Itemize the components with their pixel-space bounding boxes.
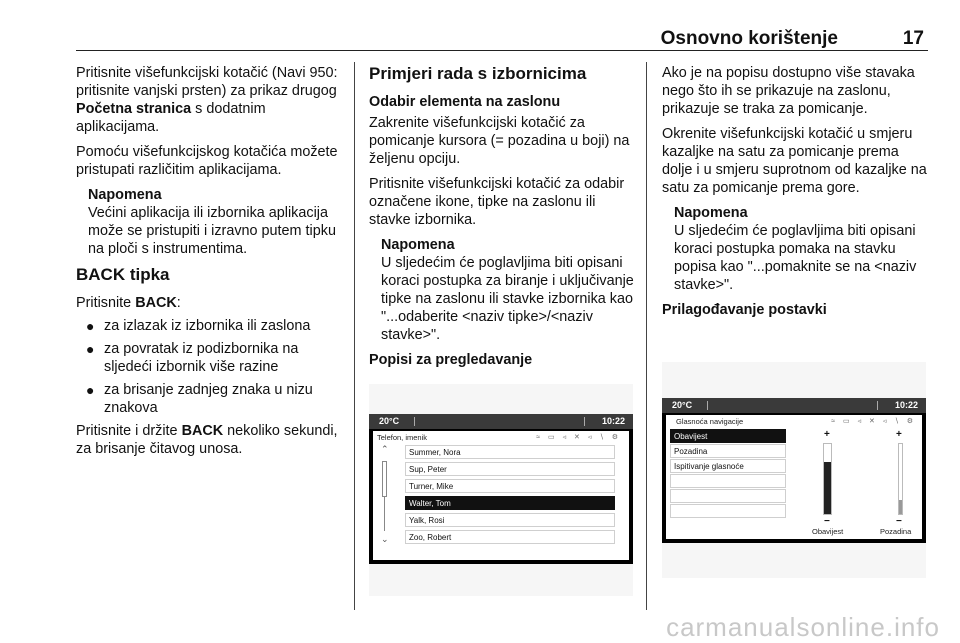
window-caption: Telefon, imenik bbox=[377, 433, 428, 442]
paragraph: Pritisnite višefunkcijski kotačić (Navi 950: pritisnite vanjski prsten) za prikaz drugog Početna stranica s dodatnim aplikacijama. bbox=[76, 65, 338, 135]
contact-row[interactable]: Summer, Nora bbox=[405, 445, 615, 459]
display-screen bbox=[662, 398, 926, 543]
contact-row[interactable]: Sup, Peter bbox=[405, 462, 615, 476]
page-title: Osnovno korištenje bbox=[660, 28, 838, 49]
contact-row[interactable]: Yalk, Rosi bbox=[405, 513, 615, 527]
contact-row[interactable]: Turner, Mike bbox=[405, 479, 615, 493]
section-heading: BACK tipka bbox=[76, 265, 170, 284]
page-header bbox=[76, 28, 928, 50]
temperature: 20°C bbox=[672, 400, 693, 410]
slider-label: Pozadina bbox=[880, 527, 912, 536]
note-text: Većini aplikacija ili izbornika aplikacija može se pristupiti i izravno putem tipku na ploči s instrumentima. bbox=[88, 205, 336, 257]
status-icons: ≈ ▭ ◃ ✕ ◃ ∖ ⚙ bbox=[536, 434, 621, 441]
status-bar bbox=[369, 414, 633, 429]
empty-row bbox=[670, 489, 786, 503]
subheading: Odabir elementa na zaslonu bbox=[369, 94, 561, 110]
note bbox=[674, 204, 928, 294]
subheading: Prilagođavanje postavki bbox=[662, 302, 827, 318]
scrollbar-thumb[interactable] bbox=[382, 461, 387, 497]
slider-obavijest[interactable] bbox=[823, 443, 832, 515]
header-rule bbox=[76, 50, 928, 51]
paragraph: Pritisnite višefunkcijski kotačić za odabir označene ikone, tipke na zaslonu ili stavke izbornika. bbox=[369, 176, 625, 228]
empty-row bbox=[670, 474, 786, 488]
contact-row[interactable]: Zoo, Robert bbox=[405, 530, 615, 544]
paragraph: Pritisnite BACK: bbox=[76, 295, 181, 311]
settings-row[interactable]: Pozadina bbox=[670, 444, 786, 458]
note-title: Napomena bbox=[381, 237, 455, 253]
page-number: 17 bbox=[902, 28, 924, 49]
bullet-item: ● za povratak iz podizbornika na sljedeći izbornik više razine bbox=[86, 341, 299, 375]
column-1 bbox=[76, 64, 346, 465]
clock: 10:22 bbox=[894, 400, 918, 410]
paragraph: Ako je na popisu dostupno više stavaka nego što ih se prikazuje na zaslonu, prikazuje se traka za pomicanje. bbox=[662, 65, 915, 117]
scroll-down-icon[interactable]: ⌄ bbox=[381, 534, 389, 544]
note-title: Napomena bbox=[674, 205, 748, 221]
temperature: 20°C bbox=[379, 416, 400, 426]
window-caption: Glasnoća navigacije bbox=[676, 417, 744, 426]
empty-row bbox=[670, 504, 786, 518]
status-bar bbox=[662, 398, 926, 413]
paragraph: Zakrenite višefunkcijski kotačić za pomicanje kursora (= pozadina u boji) na željenu opciju. bbox=[369, 115, 630, 167]
slider-pozadina[interactable] bbox=[898, 443, 903, 515]
bullet-item: ● za brisanje zadnjeg znaka u nizu znakova bbox=[86, 382, 313, 416]
note-text: U sljedećim će poglavljima biti opisani koraci postupka pomaka na stavku popisa kao "...pomaknite se na <naziv stavke>". bbox=[674, 223, 917, 293]
subheading: Popisi za pregledavanje bbox=[369, 352, 533, 368]
status-icons: ≈ ▭ ◃ ✕ ◃ ∖ ⚙ bbox=[831, 418, 916, 425]
note bbox=[88, 186, 346, 258]
minus-icon[interactable]: − bbox=[896, 516, 902, 527]
column-divider bbox=[354, 62, 355, 610]
contact-row[interactable]: Walter, Tom bbox=[405, 496, 615, 510]
list-window bbox=[373, 431, 629, 560]
plus-icon[interactable]: + bbox=[824, 429, 830, 440]
note-text: U sljedećim će poglavljima biti opisani koraci postupka za biranje i uključivanje tipke na zaslonu ili stavke izbornika kao "...odaberite <naziv tipke>/<naziv stavke>". bbox=[381, 255, 634, 343]
display-screen bbox=[369, 414, 633, 564]
paragraph: Okrenite višefunkcijski kotačić u smjeru kazaljke na satu za pomicanje prema dolje i u smjeru suprotnom od kazaljke na satu za pomicanje prema gore. bbox=[662, 126, 927, 196]
paragraph: Pritisnite i držite BACK nekoliko sekundi, za brisanje čitavog unosa. bbox=[76, 423, 338, 457]
settings-row[interactable]: Ispitivanje glasnoće bbox=[670, 459, 786, 473]
clock: 10:22 bbox=[601, 416, 625, 426]
settings-window bbox=[666, 415, 922, 539]
paragraph: Pomoću višefunkcijskog kotačića možete pristupati različitim aplikacijama. bbox=[76, 144, 338, 178]
note bbox=[381, 236, 635, 344]
column-divider bbox=[646, 62, 647, 610]
screenshot-settings bbox=[662, 362, 926, 578]
bullet-item: ● za izlazak iz izbornika ili zaslona bbox=[86, 318, 311, 334]
screenshot-contact-list bbox=[369, 384, 633, 596]
column-2 bbox=[369, 64, 635, 372]
note-title: Napomena bbox=[88, 187, 162, 203]
plus-icon[interactable]: + bbox=[896, 429, 902, 440]
slider-label: Obavijest bbox=[812, 527, 844, 536]
scroll-up-icon[interactable]: ⌃ bbox=[381, 444, 389, 454]
watermark: carmanualsonline.info bbox=[666, 612, 940, 642]
minus-icon[interactable]: − bbox=[824, 516, 830, 527]
column-3 bbox=[662, 64, 928, 322]
section-heading: Primjeri rada s izbornicima bbox=[369, 64, 587, 83]
settings-row[interactable]: Obavijest bbox=[670, 429, 786, 443]
